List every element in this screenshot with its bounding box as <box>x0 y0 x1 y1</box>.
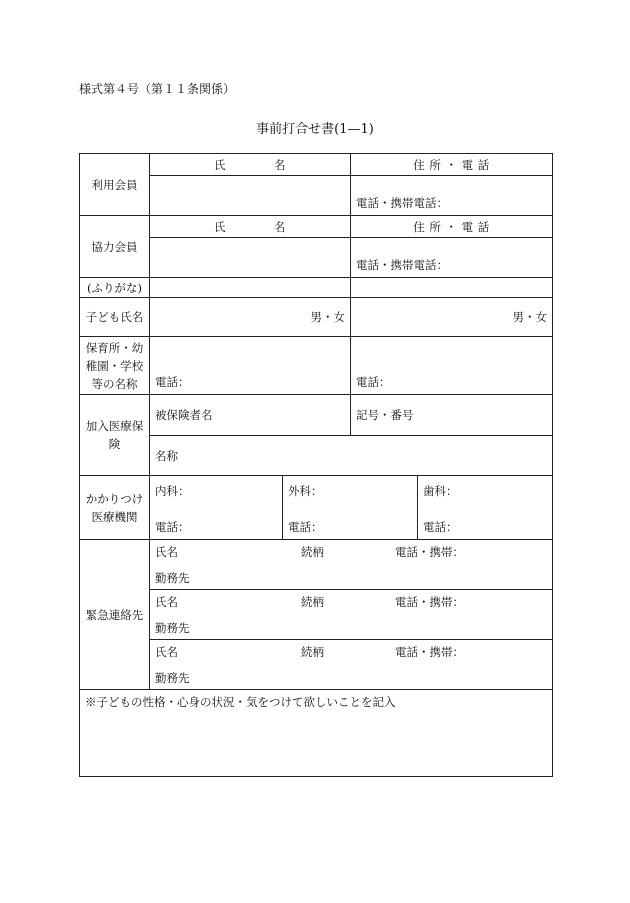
internal-clinic-field[interactable]: 内科： 電話： <box>150 476 283 540</box>
member-helper-address-header: 住 所 ・ 電 話 <box>351 216 553 238</box>
dental-clinic-field[interactable]: 歯科： 電話： <box>418 476 553 540</box>
emergency-contact-2[interactable]: 氏名 続柄 電話・携帯： 勤務先 <box>150 590 553 640</box>
member-helper-name-field[interactable] <box>150 238 351 278</box>
emergency-label: 緊急連絡先 <box>80 540 150 690</box>
symbol-number-field[interactable]: 記号・番号 <box>351 395 553 436</box>
furigana-label: (ふりがな) <box>80 278 150 298</box>
school-field-2[interactable]: 電話： <box>351 337 553 395</box>
furigana-field-1[interactable] <box>150 278 351 298</box>
member-user-address-header: 住 所 ・ 電 話 <box>351 154 553 176</box>
clinic-label: かかりつけ 医療機関 <box>80 476 150 540</box>
surgery-clinic-field[interactable]: 外科： 電話： <box>283 476 418 540</box>
member-helper-tel-field[interactable]: 電話・携帯電話： <box>351 238 553 278</box>
document-title: 事前打合せ書(1—1) <box>256 122 374 137</box>
form-reference: 様式第４号（第１１条関係） <box>79 82 236 96</box>
child-name-field-2[interactable]: 男・女 <box>351 298 553 337</box>
member-user-name-field[interactable] <box>150 176 351 216</box>
meeting-form-table <box>79 153 553 777</box>
member-helper-label: 協力会員 <box>80 216 150 278</box>
emergency-contact-3[interactable]: 氏名 続柄 電話・携帯： 勤務先 <box>150 640 553 690</box>
insurance-label: 加入医療保 険 <box>80 395 150 476</box>
child-name-field-1[interactable]: 男・女 <box>150 298 351 337</box>
emergency-contact-1[interactable]: 氏名 続柄 電話・携帯： 勤務先 <box>150 540 553 590</box>
furigana-field-2[interactable] <box>351 278 553 298</box>
member-user-label: 利用会員 <box>80 154 150 216</box>
member-helper-name-header: 氏 名 <box>150 216 351 238</box>
insured-name-field[interactable]: 被保険者名 <box>150 395 351 436</box>
school-field-1[interactable]: 電話： <box>150 337 351 395</box>
child-name-label: 子ども氏名 <box>80 298 150 337</box>
child-notes-field[interactable]: ※子どもの性格・心身の状況・気をつけて欲しいことを記入 <box>80 690 553 777</box>
insurance-name-field[interactable]: 名称 <box>150 436 553 476</box>
school-label: 保育所・幼 稚園・学校 等の名称 <box>80 337 150 395</box>
member-user-name-header: 氏 名 <box>150 154 351 176</box>
member-user-tel-field[interactable]: 電話・携帯電話： <box>351 176 553 216</box>
